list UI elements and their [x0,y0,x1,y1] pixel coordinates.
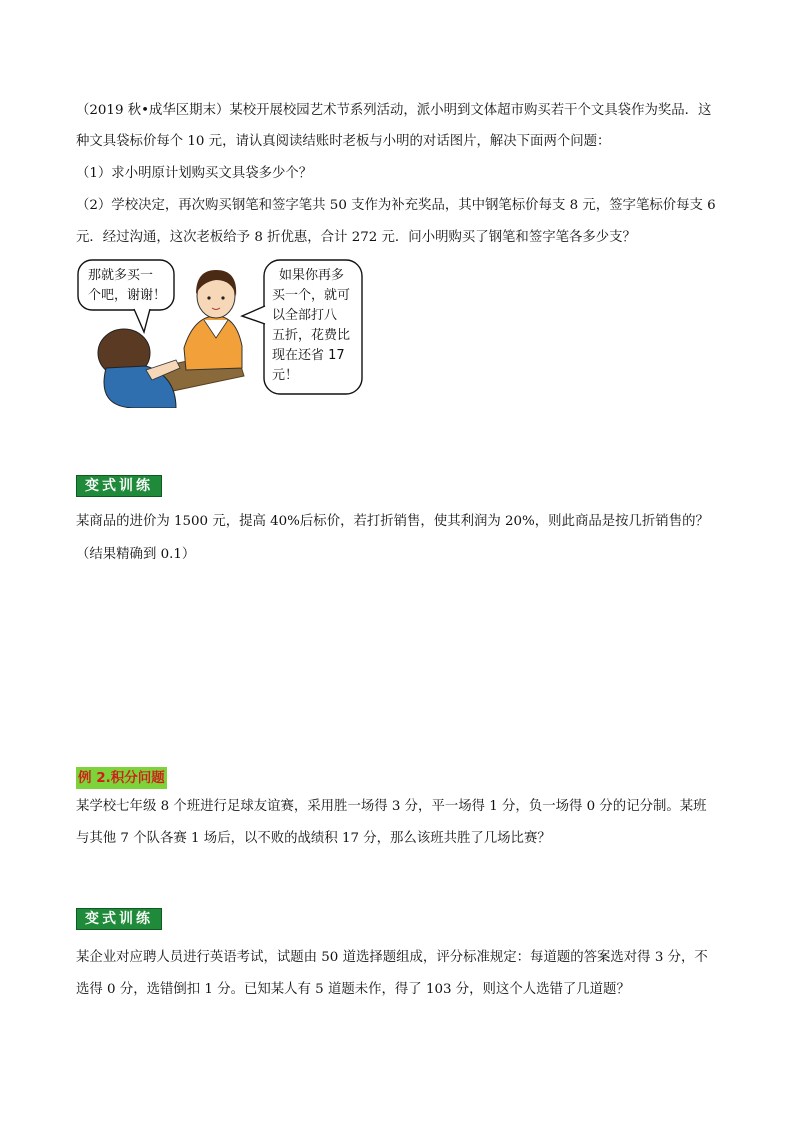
dialog-illustration [76,258,366,408]
example2-line2: 与其他 7 个队各赛 1 场后，以不败的战绩积 17 分，那么该班共胜了几场比赛？ [76,831,551,846]
clerk-speech-line4: 五折，花费比 [272,328,351,343]
clerk-speech-line1: 如果你再多 [279,268,345,283]
problem1-question2-line2: 元．经过沟通，这次老板给予 8 折优惠，合计 272 元．问小明购买了钢笔和签字笔各多少支？ [76,230,636,245]
practice2-line2: 选得 0 分，选错倒扣 1 分。已知某人有 5 道题未作，得了 103 分，则这个人选错了几道题？ [76,982,630,997]
example2-heading: 例 2.积分问题 [76,767,167,789]
problem1-line2: 种文具袋标价每个 10 元，请认真阅读结账时老板与小明的对话图片，解决下面两个问题： [76,134,611,149]
problem1-question2-line1: （2）学校决定，再次购买钢笔和签字笔共 50 支作为补充奖品，其中钢笔标价每支 8 元，签字笔标价每支 6 [76,198,716,213]
problem1-question1: （1）求小明原计划购买文具袋多少个？ [76,166,313,181]
practice1-line1: 某商品的进价为 1500 元，提高 40%后标价，若打折销售，使其利润为 20%，则此商品是按几折销售的？ [76,514,709,529]
clerk-speech-line5: 现在还省 17 [272,348,345,363]
clerk-speech-line2: 买一个，就可 [272,288,351,303]
practice2-line1: 某企业对应聘人员进行英语考试，试题由 50 道选择题组成，评分标准规定：每道题的答案选对得 3 分，不 [76,950,708,965]
clerk-speech-line6: 元！ [272,368,299,383]
problem1-line1: （2019 秋•成华区期末）某校开展校园艺术节系列活动，派小明到文体超市购买若干个文具袋作为奖品．这 [76,103,712,118]
practice-badge-1: 变式训练 [76,475,162,497]
student-speech-line2: 个吧，谢谢！ [88,288,167,303]
example2-line1: 某学校七年级 8 个班进行足球友谊赛，采用胜一场得 3 分，平一场得 1 分，负一场得 0 分的记分制。某班 [76,799,707,814]
clerk-speech-line3: 以全部打八 [272,308,338,323]
practice1-line2: （结果精确到 0.1） [76,547,196,562]
practice-badge-2: 变式训练 [76,908,162,930]
student-speech-line1: 那就多买一 [88,268,154,283]
